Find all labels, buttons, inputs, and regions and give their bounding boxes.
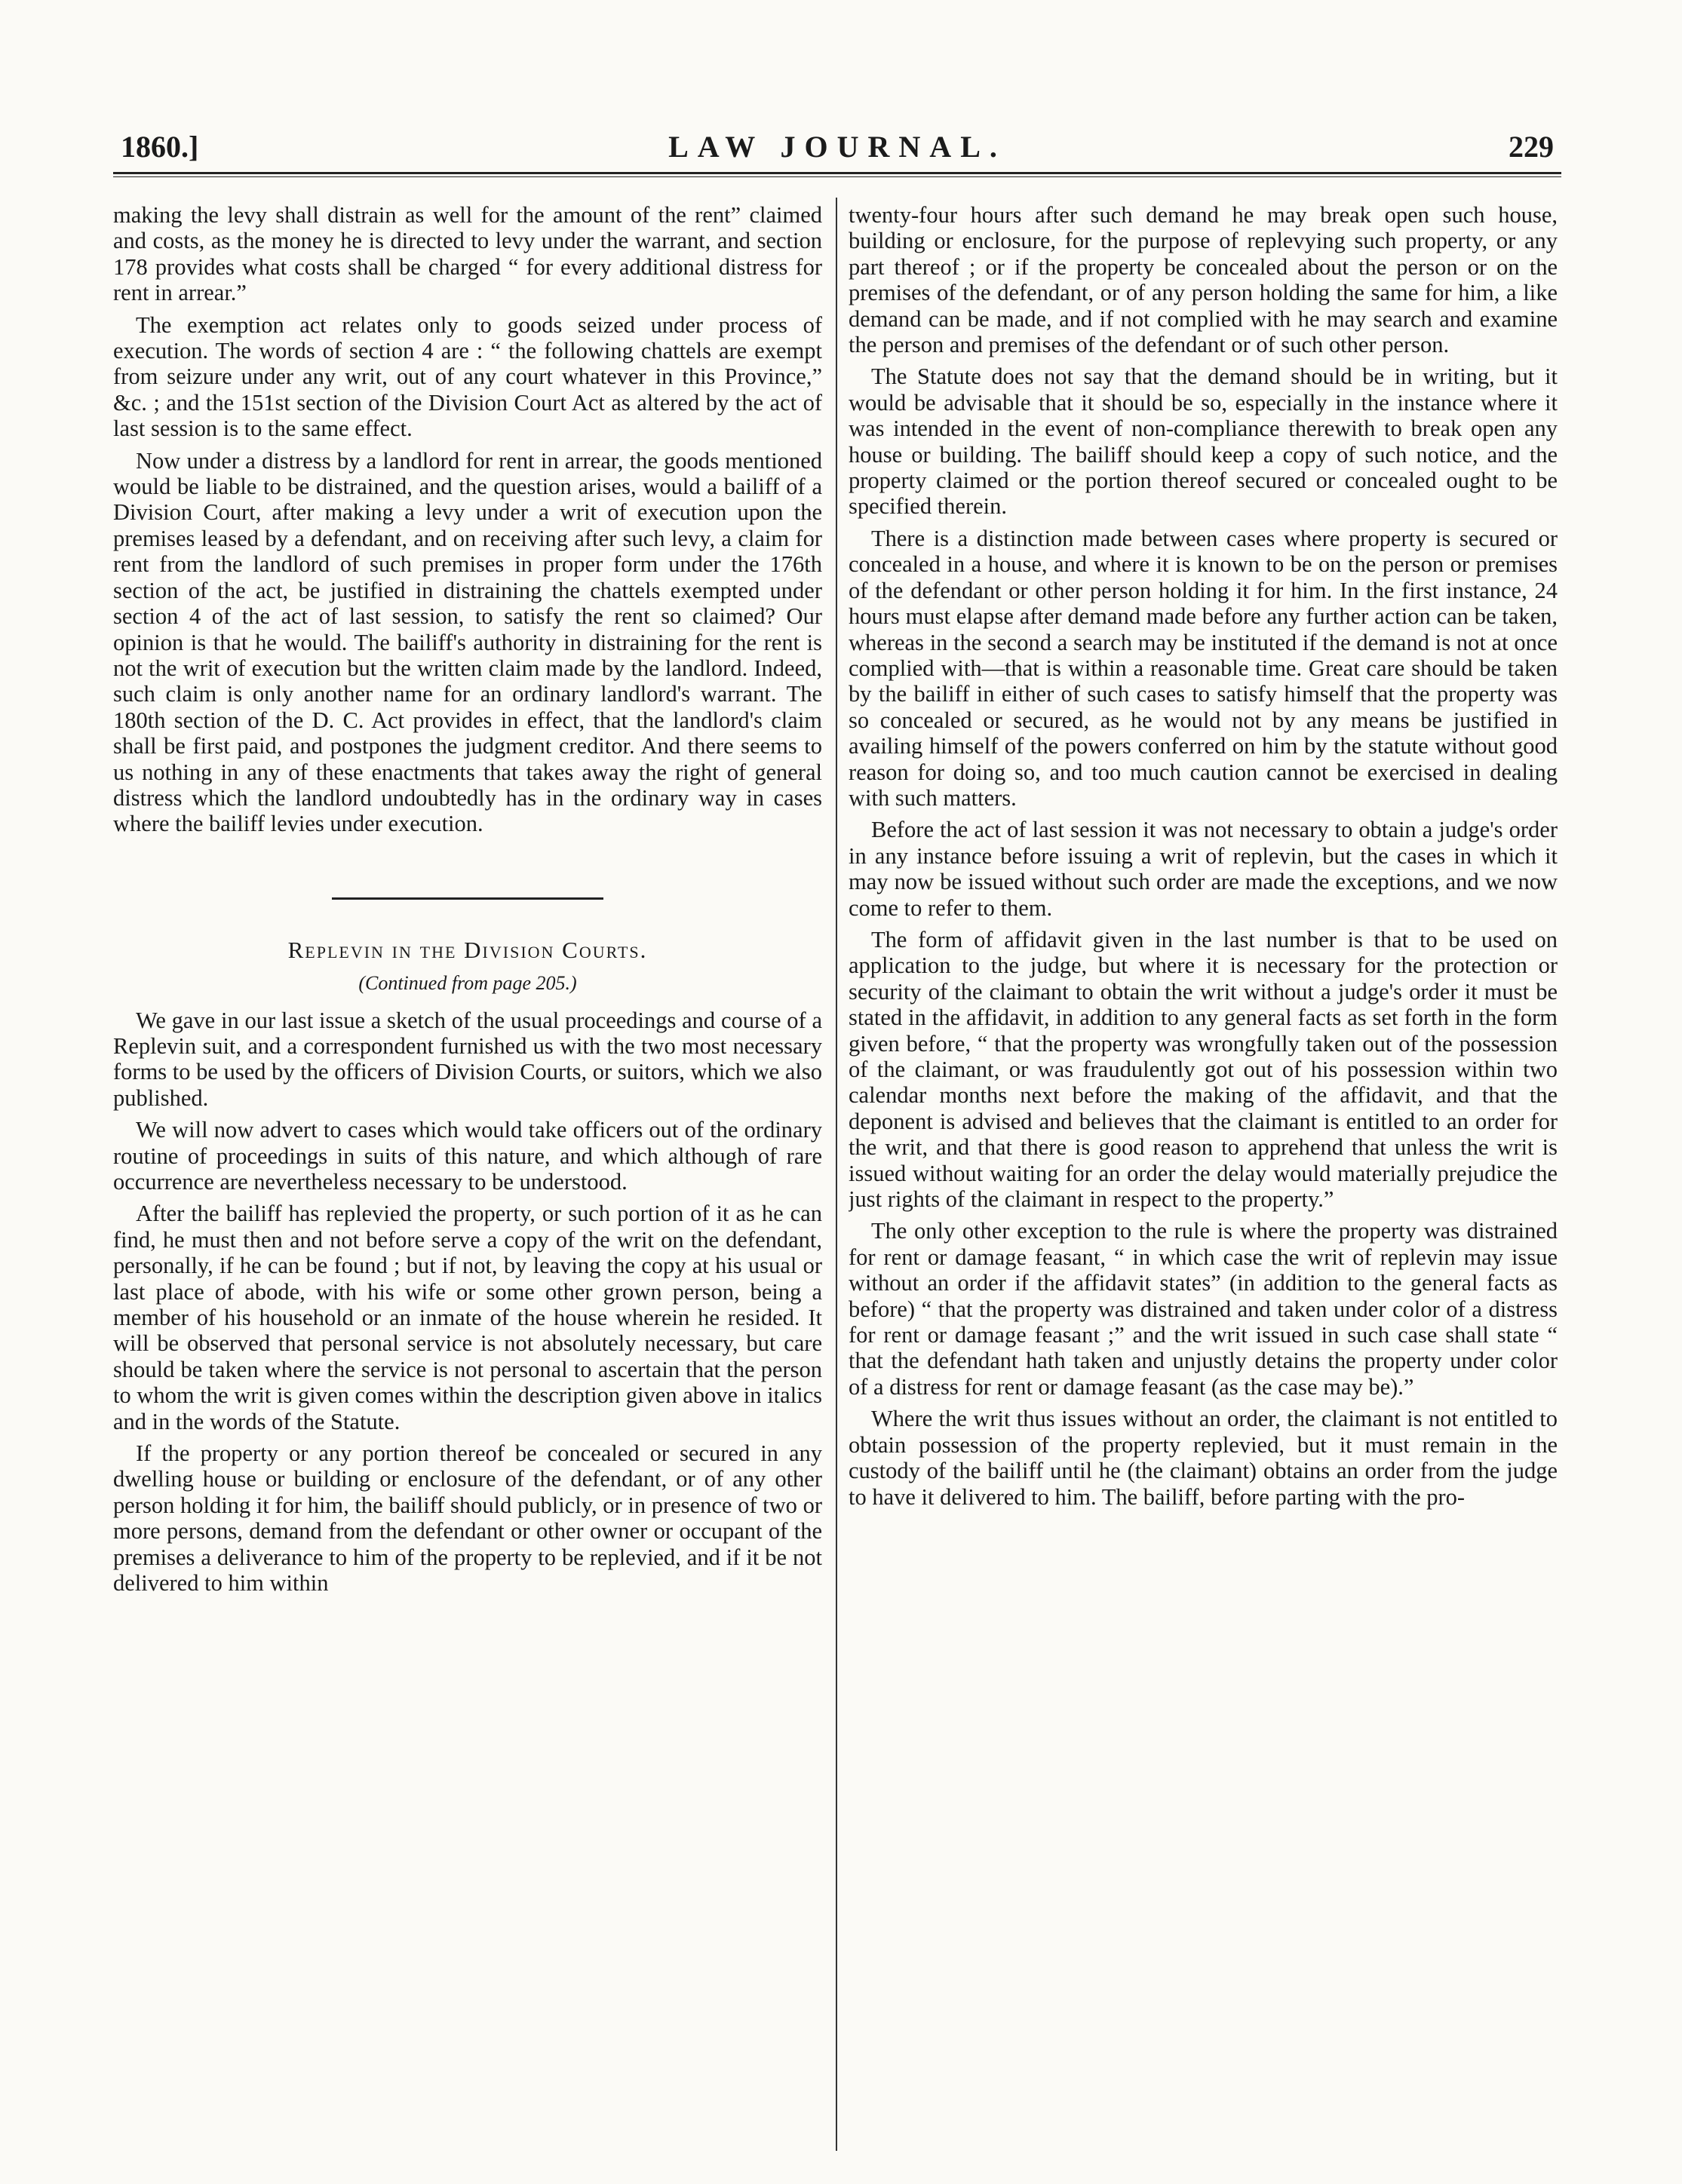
paragraph: twenty-four hours after such demand he may break open such house, building or enclosure, for the purpose of replevying such property, or any part thereof ; or if the property be concealed about the person or on the premises of the defendant, or of any person holding the same for him, a like demand can be made, and if not complied with he may search and examine the person and premises of the defendant or of such other person. — [849, 202, 1558, 358]
paragraph: If the property or any portion thereof be concealed or secured in any dwelling house or building or enclosure of the defendant, or of any other person holding it for him, the bailiff should publicly, or in presence of two or more persons, demand from the defendant or other owner or occupant of the premises a deliverance to him of the property to be replevied, and if it be not delivered to him within — [113, 1440, 822, 1597]
section-divider — [332, 897, 603, 900]
paragraph: The exemption act relates only to goods seized under process of execution. The words of section 4 are : “ the following chattels are exempt from seizure under any writ, out of any court whatever in this Province,” &c. ; and the 151st section of the Division Court Act as altered by the act of last session is to the same effect. — [113, 311, 822, 442]
section-subtitle: (Continued from page 205.) — [358, 972, 577, 995]
right-column — [849, 202, 1558, 2163]
paragraph: After the bailiff has replevied the property, or such portion of it as he can find, he must then and not before serve a copy of the writ on the defendant, personally, if he can be found ; but if not, by leaving the copy at his usual or last place of abode, with his wife or some other grown person, being a member of his household or an inmate of the house wherein he resided. It will be observed that personal service is not absolutely necessary, but care should be taken where the service is not personal to ascertain that the person to whom the writ is given comes within the description given above in italics and in the words of the Statute. — [113, 1201, 822, 1434]
paragraph: We gave in our last issue a sketch of the usual proceedings and course of a Replevin suit, and a correspondent furnished us with the two most necessary forms to be used by the officers of Division Courts, or suitors, which we also published. — [113, 1007, 822, 1111]
header-rule — [113, 172, 1561, 174]
header-rule-thin — [113, 176, 1561, 177]
page-number: 229 — [1509, 130, 1554, 164]
paragraph: We will now advert to cases which would take officers out of the ordinary routine of proceedings in suits of this nature, and which although of rare occurrence are nevertheless necessary to be understood. — [113, 1117, 822, 1195]
paragraph: The form of affidavit given in the last number is that to be used on application to the judge, but where it is necessary for the protection or security of the claimant to obtain the writ without a judge's order it must be stated in the affidavit, in addition to any general facts as set forth in the form given before, “ that the property was wrongfully taken out of the possession of the claimant, or was fraudulently got out of his possession within two calendar months next before the making of the affidavit, and that the deponent is advised and believes that the claimant is entitled to an order for the writ, and that there is good reason to apprehend that unless the writ is issued without waiting for an order the delay would materially prejudice the just rights of the claimant in respect to the property.” — [849, 926, 1558, 1213]
paragraph: Before the act of last session it was not necessary to obtain a judge's order in any instance before issuing a writ of replevin, but the cases in which it may now be issued without such order are made the exceptions, and we now come to refer to them. — [849, 817, 1558, 921]
paragraph: The only other exception to the rule is where the property was distrained for rent or damage feasant, “ in which case the writ of replevin may issue without an order if the affidavit states” (in addition to the general facts as before) “ that the property was distrained and taken under color of a distress for rent or damage feasant ;” and the writ issued in such case shall state “ that the defendant hath taken and unjustly detains the property under color of a distress for rent or damage feasant (as the case may be).” — [849, 1218, 1558, 1400]
paragraph: making the levy shall distrain as well for the amount of the rent” claimed and costs, as the money he is directed to levy under the warrant, and section 178 provides what costs shall be charged “ for every additional distress for rent in arrear.” — [113, 202, 822, 306]
paragraph: Now under a distress by a landlord for rent in arrear, the goods mentioned would be liable to be distrained, and the question arises, would a bailiff of a Division Court, after making a levy under a writ of execution upon the premises leased by a defendant, and on receiving after such levy, a claim for rent from the landlord of such premises in proper form under the 176th section of the act, be justified in distraining the chattels exempted under section 4 of the act of last session, to satisfy the rent so claimed? Our opinion is that he would. The bailiff's authority in distraining for the rent is not the writ of execution but the written claim made by the landlord. Indeed, such claim is only another name for an ordinary landlord's warrant. The 180th section of the D. C. Act provides in effect, that the landlord's claim shall be first paid, and postpones the judgment creditor. And there seems to us nothing in any of these enactments that takes away the right of general distress which the landlord undoubtedly has in the ordinary way in cases where the bailiff levies under execution. — [113, 447, 822, 837]
paragraph: The Statute does not say that the demand should be in writing, but it would be advisable that it should be so, especially in the instance where it was intended in the event of non-compliance therewith to break open any house or building. The bailiff should keep a copy of such notice, and the property claimed or the portion thereof secured or concealed ought to be specified therein. — [849, 363, 1558, 520]
journal-title: LAW JOURNAL. — [668, 130, 1006, 164]
page-header — [121, 128, 1554, 166]
column-divider — [836, 198, 837, 2151]
paragraph: There is a distinction made between cases where property is secured or concealed in a house, and where it is known to be on the person or premises of the defendant or other person holding it for him. In the first instance, 24 hours must elapse after demand made before any further action can be taken, whereas in the second a search may be instituted if the demand is not at once complied with—that is within a reasonable time. Great care should be taken by the bailiff in either of such cases to satisfy himself that the property was so concealed or secured, as he would not by any means be justified in availing himself of the powers conferred on him by the statute without good reason for doing so, and too much caution cannot be exercised in dealing with such matters. — [849, 525, 1558, 811]
paragraph: Where the writ thus issues without an order, the claimant is not entitled to obtain possession of the property replevied, but it must remain in the custody of the bailiff until he (the claimant) obtains an order from the judge to have it delivered to him. The bailiff, before parting with the pro- — [849, 1406, 1558, 1510]
header-year: 1860.] — [121, 130, 199, 164]
section-title: Replevin in the Division Courts. — [287, 936, 648, 963]
left-column — [113, 202, 822, 2163]
